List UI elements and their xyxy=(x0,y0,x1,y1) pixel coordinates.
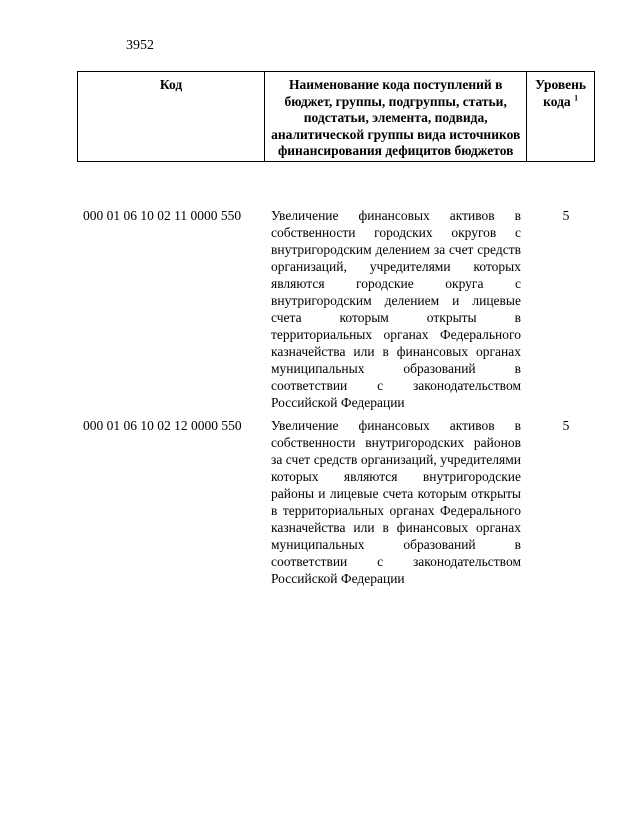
row-level: 5 xyxy=(562,208,570,223)
page-number: 3952 xyxy=(126,38,154,53)
table-body xyxy=(77,205,595,591)
table-row xyxy=(77,205,595,415)
table-header xyxy=(77,71,595,162)
row-code: 000 01 06 10 02 12 0000 550 xyxy=(83,418,242,433)
header-level-footnote: 1 xyxy=(574,93,579,102)
header-code xyxy=(78,72,265,162)
row-name: Увеличение финансовых активов в собственности внутригородских районов за счет средств организаций, учредителями которых являются внутригородские районы и лицевые счета которым открыты в территориальных органах Федерального казначейства или в финансовых органах муниципальных образований в соответствии с законодательством Российской Федерации xyxy=(271,418,521,586)
header-level xyxy=(527,72,595,162)
header-row xyxy=(78,72,595,162)
header-code-label: Код xyxy=(159,77,183,92)
header-level-label: Уровень кода xyxy=(535,77,587,109)
header-name xyxy=(265,72,527,162)
table-row xyxy=(77,415,595,591)
row-name: Увеличение финансовых активов в собственности городских округов с внутригородским делением за счет средств организаций, учредителями которых являются городские округа с внутригородским делением и лицевые счета которым открыты в территориальных органах Федерального казначейства или в финансовых органах муниципальных образований в соответствии с законодательством Российской Федерации xyxy=(271,208,521,410)
header-name-label: Наименование кода поступлений в бюджет, группы, подгруппы, статьи, подстатьи, элемента, подвида, аналитической группы вида источников финансирования дефицитов бюджетов xyxy=(271,77,521,158)
row-code: 000 01 06 10 02 11 0000 550 xyxy=(83,208,242,223)
row-level: 5 xyxy=(562,418,570,433)
